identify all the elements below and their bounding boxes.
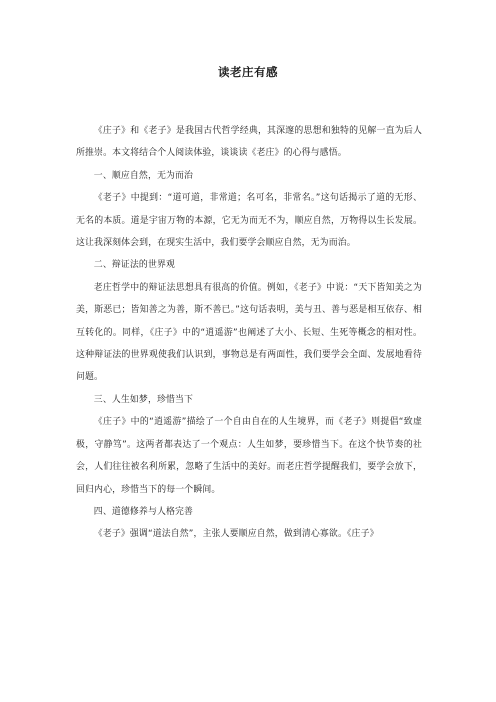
section-paragraph-4: 《老子》强调“道法自然”，主张人要顺应自然，做到清心寡欲。《庄子》 (93, 529, 379, 540)
document-title: 读老庄有感 (218, 65, 278, 79)
document-body (76, 120, 422, 546)
section-paragraph-2: 老庄哲学中的辩证法思想具有很高的价值。例如，《老子》中说：“天下皆知美之为美，斯恶已；皆知善之为善，斯不善已。”这句话表明，美与丑、善与恶是相互依存、相互转化的。同样，《庄子》中的“逍遥游”也阐述了大小、长短、生死等概念的相对性。这种辩证法的世界观使我们认识到，事物总是有两面性，我们要学会全面、发展地看待问题。 (76, 282, 422, 383)
section-paragraph-1: 《老子》中提到：“道可道，非常道；名可名，非常名。”这句话揭示了道的无形、无名的本质。道是宇宙万物的本源，它无为而无不为，顺应自然，万物得以生长发展。这让我深刻体会到，在现实生活中，我们要学会顺应自然，无为而治。 (76, 193, 422, 249)
section-heading-1: 一、顺应自然，无为而治 (93, 170, 194, 181)
section-heading-2: 二、辩证法的世界观 (93, 260, 176, 271)
section-heading-4: 四、道德修养与人格完善 (93, 506, 194, 517)
section-heading-3: 三、人生如梦，珍惜当下 (93, 394, 194, 405)
section-paragraph-3: 《庄子》中的“逍遥游”描绘了一个自由自在的人生境界，而《老子》则提倡“致虚极，守静笃”。这两者都表达了一个观点：人生如梦，要珍惜当下。在这个快节奏的社会，人们往往被名利所累，忽略了生活中的美好。而老庄哲学提醒我们，要学会放下，回归内心，珍惜当下的每一个瞬间。 (76, 417, 422, 495)
intro-paragraph: 《庄子》和《老子》是我国古代哲学经典，其深邃的思想和独特的见解一直为后人所推崇。本文将结合个人阅读体验，谈谈读《老庄》的心得与感悟。 (76, 126, 422, 159)
